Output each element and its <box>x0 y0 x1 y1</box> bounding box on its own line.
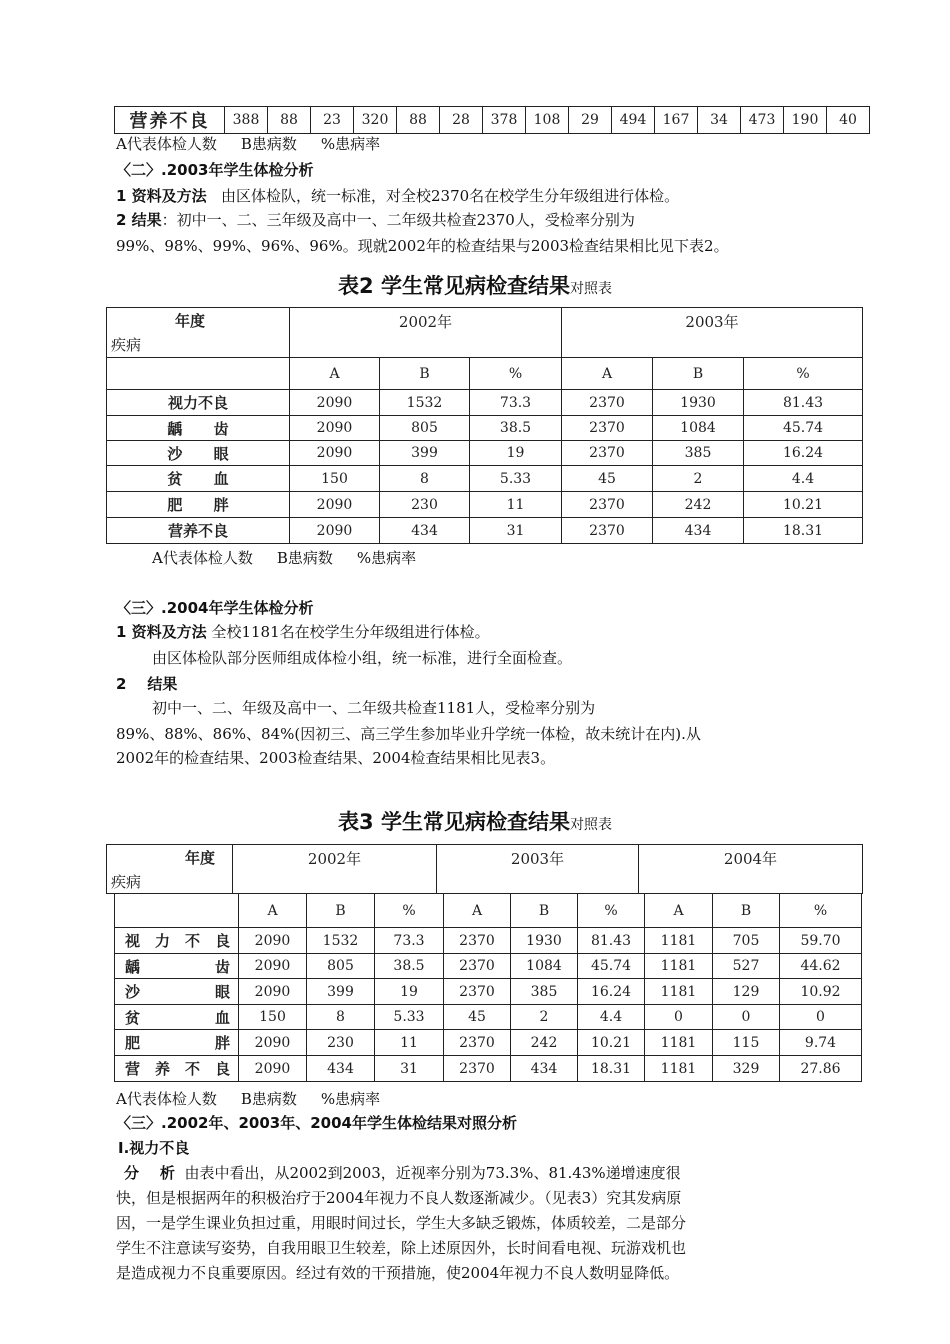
legend-pct: %患病率 <box>356 549 417 567</box>
table-cell: 115 <box>713 1030 780 1056</box>
paragraph-line: 99%、98%、99%、96%、96%。现就2002年的检查结果与2003检查结果相比见下表2。 <box>116 237 729 255</box>
table-row <box>115 979 862 1005</box>
table-cell: 28 <box>440 107 483 134</box>
table-cell: 2090 <box>290 390 380 416</box>
table-cell: 190 <box>784 107 827 134</box>
table-cell: 45 <box>444 1005 511 1030</box>
table-row <box>107 390 863 416</box>
table-cell: 150 <box>239 1005 307 1030</box>
paragraph-line: 2002年的检查结果、2003检查结果、2004检查结果相比见表3。 <box>116 749 556 767</box>
paragraph-line: 是造成视力不良重要原因。经过有效的干预措施，使2004年视力不良人数明显降低。 <box>116 1264 680 1282</box>
table-cell: 378 <box>483 107 526 134</box>
table-title-suffix: 对照表 <box>569 281 612 297</box>
table-row <box>115 954 862 979</box>
column-header: B <box>511 894 578 928</box>
table-cell: 40 <box>827 107 870 134</box>
table-cell: 129 <box>713 979 780 1005</box>
year-header: 2002年 <box>233 845 437 894</box>
table-cell: 2 <box>511 1005 578 1030</box>
corner-year: 年度 <box>175 312 206 330</box>
corner-disease: 疾病 <box>111 873 142 891</box>
table-cell: 2370 <box>444 1030 511 1056</box>
paragraph-lead: 分 析 <box>124 1164 175 1182</box>
table-cell: 19 <box>470 441 562 466</box>
table-cell: 44.62 <box>780 954 862 979</box>
table-cell: 2090 <box>290 518 380 544</box>
top-table <box>114 106 870 134</box>
table-cell: 45 <box>562 466 653 492</box>
table-cell: 73.3 <box>470 390 562 416</box>
legend-b: B患病数 <box>240 135 297 153</box>
table-cell: 23 <box>311 107 354 134</box>
table-title-main: 表3 学生常见病检查结果 <box>338 810 570 834</box>
row-label: 肥 胖 <box>107 492 290 518</box>
column-header: B <box>653 358 744 390</box>
paragraph-text: 由表中看出，从2002到2003，近视率分别为73.3%、81.43%递增速度很 <box>184 1164 681 1182</box>
row-label: 视力不良 <box>115 928 239 954</box>
paragraph <box>116 184 679 208</box>
table-3-header <box>106 844 863 894</box>
table-cell: 1930 <box>511 928 578 954</box>
row-label: 营养不良 <box>107 518 290 544</box>
legend-b: B患病数 <box>276 549 333 567</box>
section-heading: 〈二〉.2003年学生体检分析 <box>116 161 314 179</box>
table-row <box>115 1030 862 1056</box>
table-cell: 8 <box>307 1005 375 1030</box>
column-header: A <box>239 894 307 928</box>
table-row <box>107 518 863 544</box>
table-cell: 2090 <box>239 1030 307 1056</box>
table-cell: 38.5 <box>375 954 444 979</box>
table-cell: 0 <box>645 1005 713 1030</box>
table-cell: 2090 <box>290 492 380 518</box>
table-cell: 10.21 <box>578 1030 645 1056</box>
table-cell: 1084 <box>511 954 578 979</box>
row-label: 营养不良 <box>115 107 225 134</box>
table-cell: 88 <box>268 107 311 134</box>
table-header-row <box>107 845 863 894</box>
table-cell: 11 <box>375 1030 444 1056</box>
table-cell: 11 <box>470 492 562 518</box>
table-cell: 1181 <box>645 1056 713 1082</box>
table-cell: 242 <box>653 492 744 518</box>
paragraph-lead: 1 资料及方法 <box>116 187 207 205</box>
table-cell: 10.92 <box>780 979 862 1005</box>
subsection-heading: Ⅰ.视力不良 <box>118 1139 190 1157</box>
year-header: 2003年 <box>562 308 863 358</box>
table-cell: 81.43 <box>578 928 645 954</box>
table-cell: 73.3 <box>375 928 444 954</box>
table-cell: 81.43 <box>744 390 863 416</box>
paragraph-line: 学生不注意读写姿势，自我用眼卫生较差，除上述原因外，长时间看电视、玩游戏机也 <box>116 1239 687 1257</box>
column-header: A <box>645 894 713 928</box>
row-label: 沙眼 <box>115 979 239 1005</box>
table-cell: 320 <box>354 107 397 134</box>
table-cell: 705 <box>713 928 780 954</box>
table-header-row <box>107 308 863 358</box>
table-cell: 1084 <box>653 416 744 441</box>
table-cell: 16.24 <box>744 441 863 466</box>
table-cell: 2370 <box>562 492 653 518</box>
table-cell: 399 <box>307 979 375 1005</box>
paragraph <box>124 1161 681 1185</box>
table-row <box>107 492 863 518</box>
column-header: % <box>375 894 444 928</box>
paragraph-line: 89%、88%、86%、84%(因初三、高三学生参加毕业升学统一体检，故未统计在内).从 <box>116 725 701 743</box>
paragraph <box>116 208 635 232</box>
column-header: A <box>562 358 653 390</box>
table-cell: 2370 <box>444 954 511 979</box>
table-cell: 0 <box>780 1005 862 1030</box>
table-title <box>0 806 950 836</box>
table-cell: 1930 <box>653 390 744 416</box>
paragraph-lead: 2 结果 <box>116 211 162 229</box>
table-cell: 27.86 <box>780 1056 862 1082</box>
table-2 <box>106 307 863 544</box>
paragraph-lead: 1 资料及方法 <box>116 623 207 641</box>
table-cell: 88 <box>397 107 440 134</box>
column-header: A <box>444 894 511 928</box>
table-cell: 385 <box>653 441 744 466</box>
table-cell: 527 <box>713 954 780 979</box>
table-cell: 2370 <box>562 416 653 441</box>
column-header: A <box>290 358 380 390</box>
table-cell: 473 <box>741 107 784 134</box>
legend-pct: %患病率 <box>320 1090 381 1108</box>
row-label: 沙 眼 <box>107 441 290 466</box>
table-cell: 2370 <box>562 441 653 466</box>
table-cell: 59.70 <box>780 928 862 954</box>
legend-pct: %患病率 <box>320 135 381 153</box>
table-cell: 2370 <box>562 390 653 416</box>
table-cell: 16.24 <box>578 979 645 1005</box>
table-cell: 434 <box>307 1056 375 1082</box>
table-cell: 29 <box>569 107 612 134</box>
table-cell: 434 <box>380 518 470 544</box>
column-header: % <box>744 358 863 390</box>
legend-a: A代表体检人数 <box>152 549 253 567</box>
table-cell: 2090 <box>239 928 307 954</box>
column-header: % <box>578 894 645 928</box>
table-row <box>107 441 863 466</box>
table-cell: 5.33 <box>375 1005 444 1030</box>
table-cell <box>107 358 290 390</box>
column-header: % <box>780 894 862 928</box>
table-row <box>115 1056 862 1082</box>
paragraph-text: 全校1181名在校学生分年级组进行体检。 <box>211 623 490 641</box>
table-cell: 108 <box>526 107 569 134</box>
table-row <box>107 416 863 441</box>
table-row <box>115 107 870 134</box>
table-row <box>115 1005 862 1030</box>
table-cell: 31 <box>470 518 562 544</box>
table-header-row <box>115 894 862 928</box>
table-cell: 45.74 <box>744 416 863 441</box>
table-cell: 19 <box>375 979 444 1005</box>
table-cell: 230 <box>307 1030 375 1056</box>
corner-cell <box>107 308 290 358</box>
table-cell: 434 <box>511 1056 578 1082</box>
year-header: 2004年 <box>639 845 863 894</box>
paragraph-text: ：初中一、二、三年级及高中一、二年级共检查2370人，受检率分别为 <box>161 211 635 229</box>
table-cell: 388 <box>225 107 268 134</box>
table-cell: 242 <box>511 1030 578 1056</box>
table-cell: 45.74 <box>578 954 645 979</box>
table-cell: 2370 <box>562 518 653 544</box>
table-cell: 805 <box>380 416 470 441</box>
column-header: B <box>307 894 375 928</box>
paragraph-line: 快，但是根据两年的积极治疗于2004年视力不良人数逐渐减少。（见表3）究其发病原 <box>116 1189 682 1207</box>
legend <box>152 546 440 570</box>
table-cell: 10.21 <box>744 492 863 518</box>
table-cell: 434 <box>653 518 744 544</box>
table-cell: 2370 <box>444 979 511 1005</box>
paragraph-line: 初中一、二、年级及高中一、二年级共检查1181人，受检率分别为 <box>152 699 596 717</box>
table-cell: 2 <box>653 466 744 492</box>
table-row <box>107 466 863 492</box>
row-label: 肥胖 <box>115 1030 239 1056</box>
table-cell: 2090 <box>290 416 380 441</box>
row-label: 贫 血 <box>107 466 290 492</box>
table-cell: 329 <box>713 1056 780 1082</box>
year-header: 2003年 <box>437 845 639 894</box>
table-title-main: 表2 学生常见病检查结果 <box>338 274 570 298</box>
table-cell: 494 <box>612 107 655 134</box>
table-cell: 31 <box>375 1056 444 1082</box>
table-cell: 38.5 <box>470 416 562 441</box>
paragraph-line: 由区体检队部分医师组成体检小组，统一标准，进行全面检查。 <box>152 649 573 667</box>
column-header: B <box>380 358 470 390</box>
row-label: 龋 齿 <box>107 416 290 441</box>
column-header: B <box>713 894 780 928</box>
table-header-row <box>107 358 863 390</box>
paragraph <box>116 620 490 644</box>
row-label: 贫血 <box>115 1005 239 1030</box>
legend <box>116 1087 404 1111</box>
table-cell: 9.74 <box>780 1030 862 1056</box>
paragraph-text: 由区体检队，统一标准，对全校2370名在校学生分年级组进行体检。 <box>220 187 680 205</box>
year-header: 2002年 <box>290 308 562 358</box>
table-cell: 2370 <box>444 928 511 954</box>
table-cell: 167 <box>655 107 698 134</box>
table-cell: 18.31 <box>578 1056 645 1082</box>
section-heading: 〈三〉.2002年、2003年、2004年学生体检结果对照分析 <box>116 1114 517 1132</box>
table-cell: 2090 <box>239 1056 307 1082</box>
table-cell: 5.33 <box>470 466 562 492</box>
table-cell: 18.31 <box>744 518 863 544</box>
table-cell: 1532 <box>380 390 470 416</box>
corner-cell <box>107 845 233 894</box>
table-cell: 1181 <box>645 928 713 954</box>
table-cell: 0 <box>713 1005 780 1030</box>
paragraph-line: 因，一是学生课业负担过重，用眼时间过长，学生大多缺乏锻炼，体质较差，二是部分 <box>116 1214 687 1232</box>
table-cell: 1181 <box>645 979 713 1005</box>
table-cell: 4.4 <box>744 466 863 492</box>
legend-a: A代表体检人数 <box>116 1090 217 1108</box>
table-cell: 8 <box>380 466 470 492</box>
table-cell: 150 <box>290 466 380 492</box>
table-cell: 4.4 <box>578 1005 645 1030</box>
table-cell: 385 <box>511 979 578 1005</box>
legend-b: B患病数 <box>240 1090 297 1108</box>
legend <box>116 132 404 156</box>
row-label: 龋齿 <box>115 954 239 979</box>
table-3 <box>114 893 862 1082</box>
row-label: 视力不良 <box>107 390 290 416</box>
table-cell: 2090 <box>239 979 307 1005</box>
table-cell: 2370 <box>444 1056 511 1082</box>
table-title <box>0 270 950 300</box>
table-cell: 1181 <box>645 954 713 979</box>
corner-disease: 疾病 <box>111 336 142 354</box>
table-cell <box>115 894 239 928</box>
table-row <box>115 928 862 954</box>
section-heading: 〈三〉.2004年学生体检分析 <box>116 599 314 617</box>
table-cell: 230 <box>380 492 470 518</box>
table-cell: 34 <box>698 107 741 134</box>
paragraph-lead: 2 结果 <box>116 675 178 693</box>
legend-a: A代表体检人数 <box>116 135 217 153</box>
table-cell: 2090 <box>290 441 380 466</box>
table-title-suffix: 对照表 <box>569 817 612 833</box>
row-label: 营养不良 <box>115 1056 239 1082</box>
corner-year: 年度 <box>185 849 216 867</box>
table-cell: 399 <box>380 441 470 466</box>
column-header: % <box>470 358 562 390</box>
table-cell: 1181 <box>645 1030 713 1056</box>
table-cell: 1532 <box>307 928 375 954</box>
table-cell: 805 <box>307 954 375 979</box>
table-cell: 2090 <box>239 954 307 979</box>
